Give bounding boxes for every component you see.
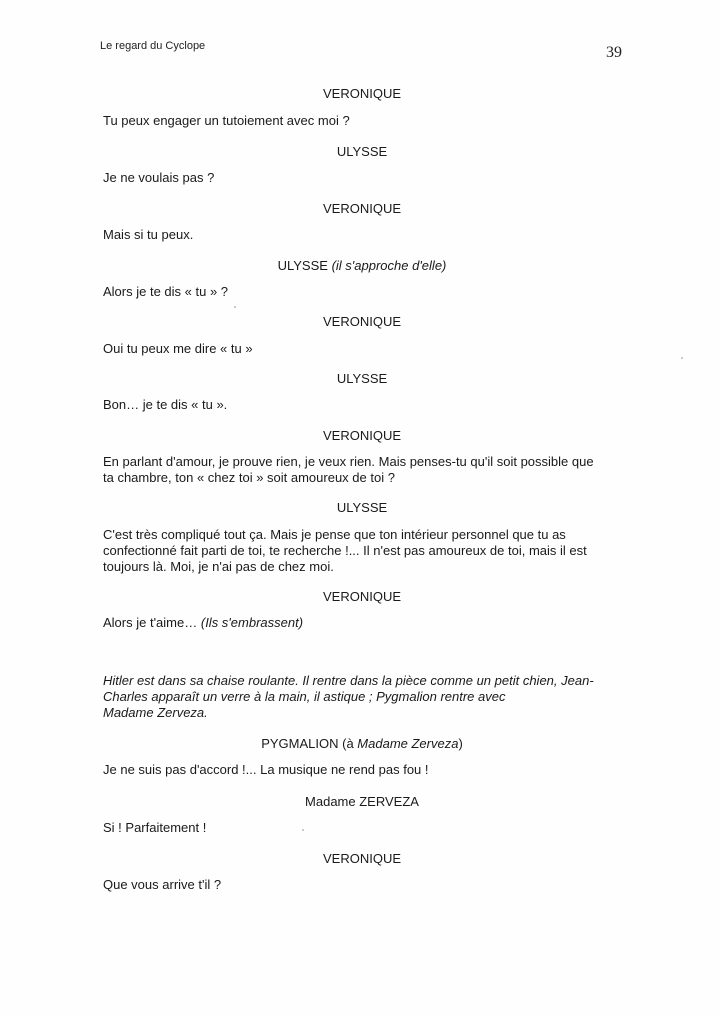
speaker-label: VERONIQUE bbox=[322, 314, 401, 329]
speaker-name bbox=[100, 86, 624, 101]
dialogue-line: C'est très compliqué tout ça. Mais je pense que ton intérieur personnel que tu as bbox=[103, 527, 566, 542]
speaker-label: ULYSSE bbox=[277, 258, 328, 273]
dialogue-text: Alors je t'aime… bbox=[103, 615, 198, 630]
speaker-label: Madame ZERVEZA bbox=[305, 794, 419, 809]
dialogue-line: Alors je te dis « tu » ? bbox=[103, 284, 229, 299]
speaker-name bbox=[100, 144, 624, 159]
stage-direction: (Ils s'embrassent) bbox=[200, 615, 304, 630]
stage-direction-line: Madame Zerveza. bbox=[103, 705, 208, 720]
stage-direction: Madame Zerveza bbox=[357, 736, 459, 751]
dialogue-line: Bon… je te dis « tu ». bbox=[103, 397, 228, 412]
speaker-label: PYGMALION bbox=[261, 736, 339, 751]
scan-speck bbox=[681, 357, 683, 359]
scan-speck bbox=[302, 829, 304, 831]
dialogue-line: toujours là. Moi, je n'ai pas de chez moi. bbox=[103, 559, 334, 574]
dialogue-line: confectionné fait parti de toi, te recherche !... Il n'est pas amoureux de toi, mais il est bbox=[103, 543, 587, 558]
stage-direction-line: Hitler est dans sa chaise roulante. Il rentre dans la pièce comme un petit chien, Jean- bbox=[103, 673, 594, 688]
speaker-name bbox=[100, 428, 624, 443]
speaker-name bbox=[100, 201, 624, 216]
stage-direction-close: ) bbox=[458, 736, 463, 751]
dialogue-line: Mais si tu peux. bbox=[103, 227, 194, 242]
speaker-name bbox=[100, 851, 624, 866]
stage-direction-paragraph bbox=[103, 673, 623, 721]
speaker-label: ULYSSE bbox=[336, 144, 388, 159]
speaker-label: ULYSSE bbox=[336, 500, 388, 515]
dialogue-paragraph bbox=[103, 454, 623, 486]
speaker-name bbox=[100, 258, 624, 273]
speaker-name bbox=[100, 314, 624, 329]
dialogue-line bbox=[103, 615, 623, 631]
speaker-label: VERONIQUE bbox=[322, 201, 401, 216]
speaker-name bbox=[100, 794, 624, 809]
stage-direction: (il s'approche d'elle) bbox=[331, 258, 447, 273]
page-number: 39 bbox=[606, 44, 622, 61]
speaker-label: VERONIQUE bbox=[322, 851, 401, 866]
dialogue-line: Tu peux engager un tutoiement avec moi ? bbox=[103, 113, 350, 128]
speaker-name bbox=[100, 500, 624, 515]
speaker-name bbox=[100, 736, 624, 751]
speaker-label: VERONIQUE bbox=[322, 589, 401, 604]
dialogue-paragraph bbox=[103, 527, 623, 575]
running-title: Le regard du Cyclope bbox=[100, 40, 206, 52]
scan-speck bbox=[234, 306, 236, 308]
speaker-label: VERONIQUE bbox=[322, 428, 401, 443]
speaker-label: VERONIQUE bbox=[322, 86, 401, 101]
dialogue-line: Je ne suis pas d'accord !... La musique ne rend pas fou ! bbox=[103, 762, 429, 777]
stage-direction-open: (à bbox=[342, 736, 358, 751]
speaker-name bbox=[100, 589, 624, 604]
dialogue-line: Que vous arrive t'il ? bbox=[103, 877, 222, 892]
dialogue-line: En parlant d'amour, je prouve rien, je veux rien. Mais penses-tu qu'il soit possible que bbox=[103, 454, 594, 469]
speaker-name bbox=[100, 371, 624, 386]
stage-direction-line: Charles apparaît un verre à la main, il astique ; Pygmalion rentre avec bbox=[103, 689, 506, 704]
dialogue-line: Si ! Parfaitement ! bbox=[103, 820, 207, 835]
dialogue-line: Je ne voulais pas ? bbox=[103, 170, 215, 185]
dialogue-line: Oui tu peux me dire « tu » bbox=[103, 341, 253, 356]
dialogue-line: ta chambre, ton « chez toi » soit amoureux de toi ? bbox=[103, 470, 395, 485]
speaker-label: ULYSSE bbox=[336, 371, 388, 386]
